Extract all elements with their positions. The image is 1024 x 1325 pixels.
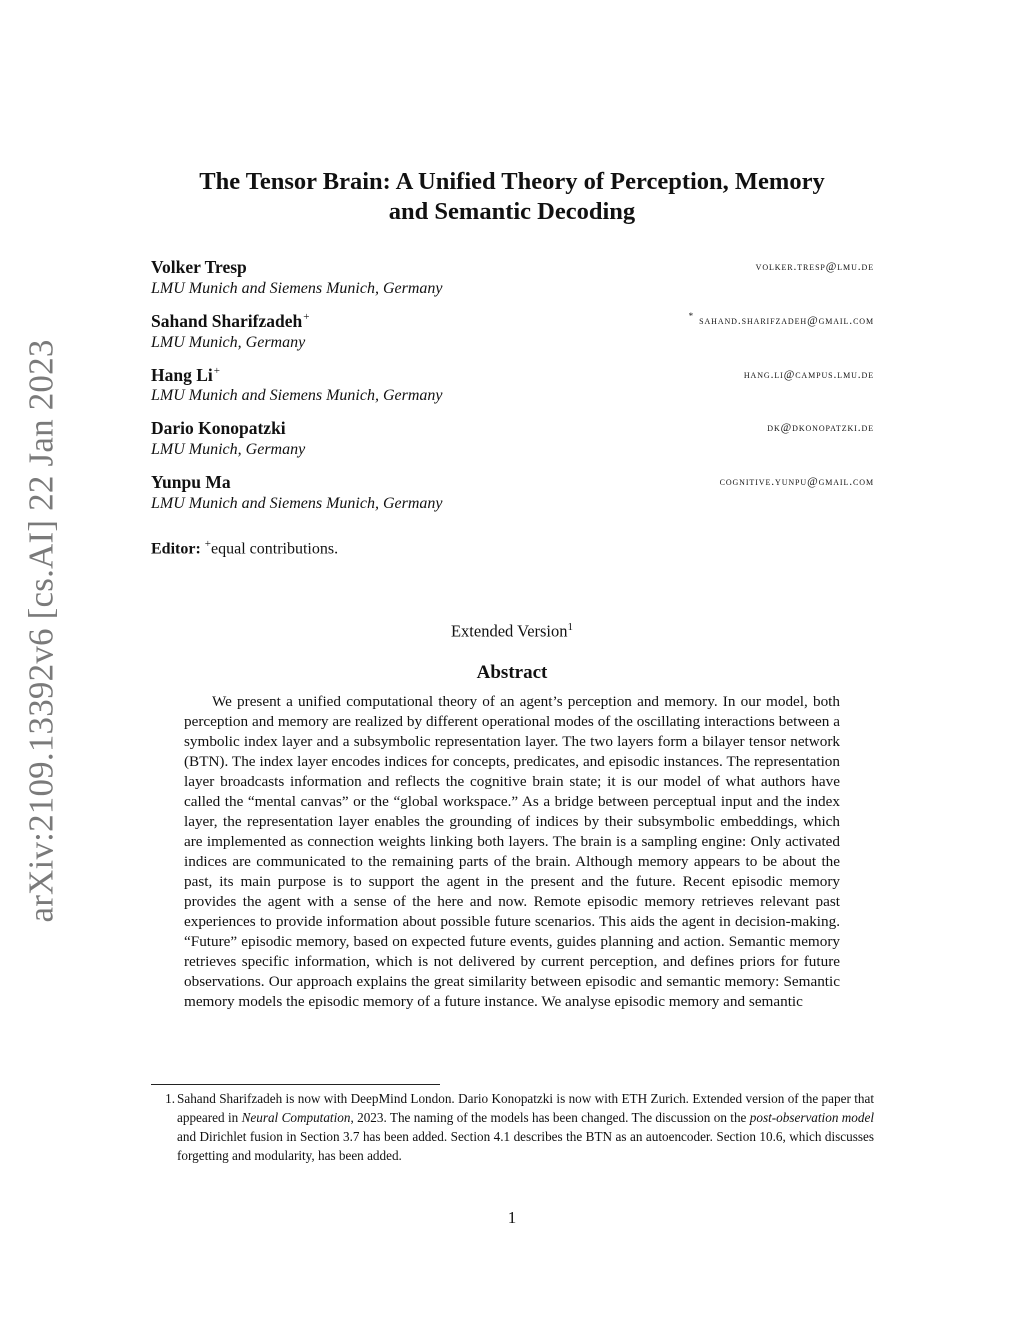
title-line-2: and Semantic Decoding [388, 198, 636, 225]
author-email: cognitive.yunpu@gmail.com [719, 476, 874, 489]
author-email-block [714, 472, 874, 488]
footnote-marker: 1 [567, 621, 574, 633]
author-name: Sahand Sharifzadeh [151, 310, 303, 331]
footnote-part-2: , 2023. The naming of the models has been changed. The discussion on the [350, 1110, 750, 1125]
author-affiliation: LMU Munich and Siemens Munich, Germany [151, 279, 443, 297]
author-email: dk@dkonopatzki.de [767, 422, 874, 435]
arxiv-identifier: arXiv:2109.13392v6 [cs.AI] 22 Jan 2023 [22, 339, 62, 923]
author-affiliation: LMU Munich and Siemens Munich, Germany [151, 495, 443, 513]
author-email-block [689, 311, 874, 327]
paper-title [150, 167, 874, 227]
author-email-block [750, 257, 874, 273]
footnote-part-1: Sahand Sharifzadeh is now with DeepMind London. Dario Konopatzki is now with ETH Zurich. Extended version of the paper that appeared in [177, 1091, 874, 1125]
author-email: hang.li@campus.lmu.de [743, 368, 874, 381]
author-mark: + [213, 364, 220, 377]
editor-text: equal contributions. [211, 540, 339, 558]
abstract-body: We present a unified computational theory of an agent’s perception and memory. In our model, both perception and memory are realized by different operational modes of the oscillating interactions between a symbolic index layer and a subsymbolic representation layer. The two layers form a bilayer tensor network (BTN). The index layer encodes indices for concepts, predicates, and episodic instances. The representation layer broadcasts information and reflects the cognitive brain state; it is our model of what authors have called the “mental canvas” or the “global workspace.” As a bridge between perceptual input and the index layer, the representation layer enables the grounding of indices by their subsymbolic embeddings, which are implemented as connection weights linking both layers. The brain is a sampling engine: Only activated indices are communicated to the remaining parts of the brain. Although memory appears to be about the past, its main purpose is to support the agent in the present and the future. Recent episodic memory provides the agent with a sense of the here and now. Remote episodic memory retrieves relevant past experiences to provide information about possible future scenarios. This aids the agent in decision-making. “Future” episodic memory, based on expected future events, guides planning and action. Semantic memory retrieves specific information, which is not delivered by current perception, and defines priors for future observations. Our approach explains the great similarity between episodic and semantic memory: Semantic memory models the episodic memory of a future instance. We analyse episodic memory and semantic [184, 693, 840, 1010]
author-email: volker.tresp@lmu.de [755, 260, 874, 273]
author-affiliation: LMU Munich and Siemens Munich, Germany [151, 387, 443, 405]
footnote-rule [151, 1084, 440, 1085]
author-affiliation: LMU Munich, Germany [151, 333, 306, 351]
author-name: Dario Konopatzki [151, 418, 286, 439]
author-entry [151, 252, 874, 299]
editor-note [151, 538, 338, 558]
author-entry [151, 467, 874, 514]
editor-mark: + [204, 538, 211, 550]
author-name: Volker Tresp [151, 256, 247, 277]
footnote-number: 1. [165, 1091, 175, 1106]
author-email-block [761, 418, 874, 434]
extended-version-text: Extended Version [450, 621, 568, 641]
abstract-heading: Abstract [476, 662, 548, 683]
email-mark: * [688, 310, 694, 321]
footnote-text [177, 1089, 874, 1165]
author-email: sahand.sharifzadeh@gmail.com [699, 314, 874, 327]
extended-version-note [0, 621, 1024, 642]
footnote-journal: Neural Computation [241, 1110, 351, 1125]
author-name: Yunpu Ma [151, 472, 231, 493]
author-entry [151, 306, 874, 353]
author-name: Hang Li [151, 364, 213, 385]
page-number: 1 [507, 1208, 517, 1227]
title-line-1: The Tensor Brain: A Unified Theory of Perception, Memory [199, 168, 825, 195]
author-list [151, 252, 874, 521]
footnote-part-3: and Dirichlet fusion in Section 3.7 has been added. Section 4.1 describes the BTN as an autoencoder. Section 10.6, which discusses forgetting and modularity, has been added. [177, 1129, 874, 1163]
author-affiliation: LMU Munich, Germany [151, 441, 306, 459]
author-mark: + [303, 310, 310, 323]
author-email-block [738, 365, 874, 381]
footnote-model-name: post-observation model [749, 1110, 875, 1125]
editor-label: Editor: [151, 540, 201, 558]
footnote [151, 1089, 874, 1165]
author-entry [151, 360, 874, 407]
author-entry [151, 413, 874, 460]
